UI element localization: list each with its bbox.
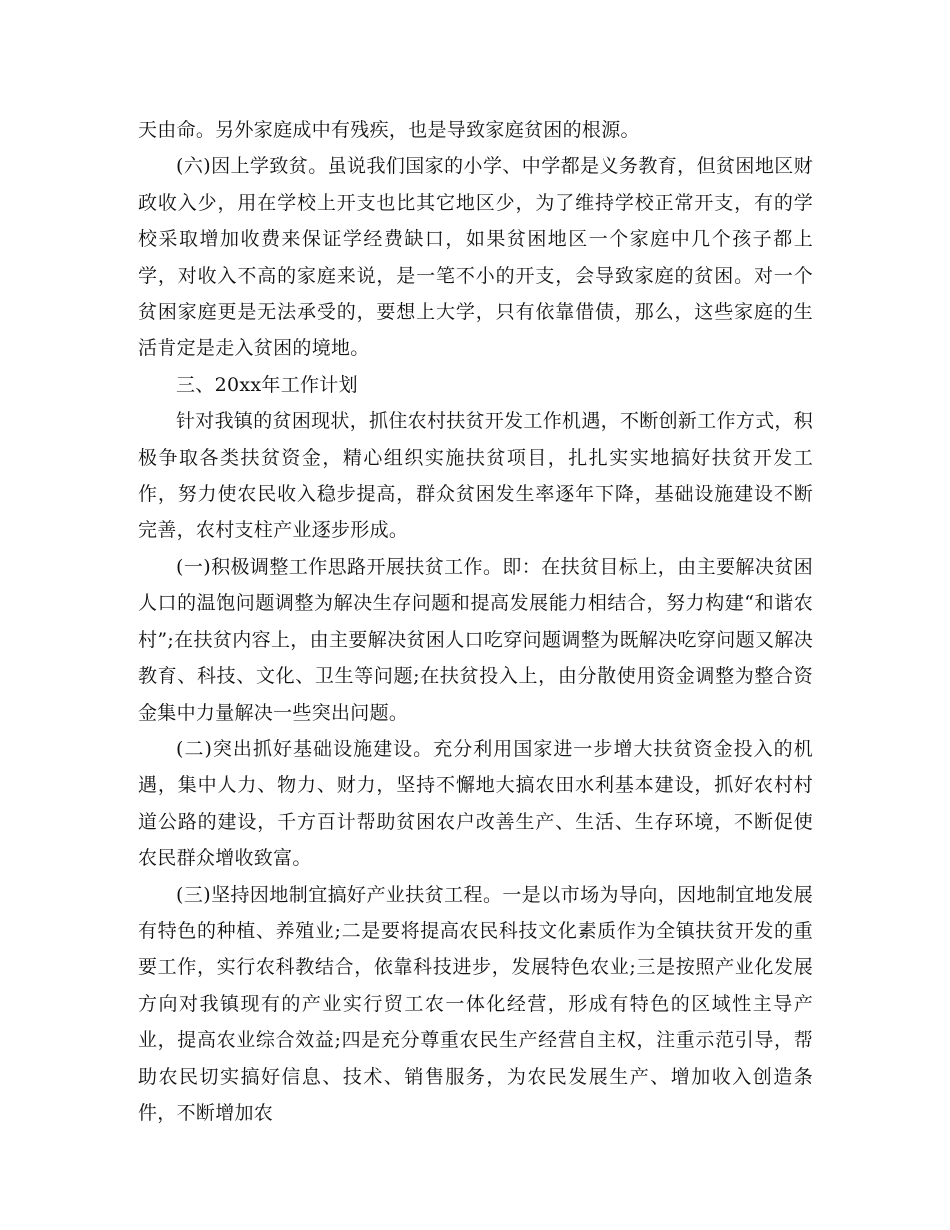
document-body (138, 112, 813, 1131)
paragraph-continuation: 天由命。另外家庭成中有残疾，也是导致家庭贫困的根源。 (138, 119, 640, 141)
section-heading-work-plan: 三、20xx年工作计划 (176, 373, 358, 396)
paragraph-section-six: (六)因上学致贫。虽说我们国家的小学、中学都是义务教育，但贫困地区财政收入少，用在学校上开支也比其它地区少，为了维持学校正常开支，有的学校采取增加收费来保证学经费缺口，如果贫困地区一个家庭中几个孩子都上学，对收入不高的家庭来说，是一笔不小的开支，会导致家庭的贫困。对一个贫困家庭更是无法承受的，要想上大学，只有依靠借债，那么，这些家庭的生活肯定是走入贫困的境地。 (138, 155, 813, 360)
paragraph-plan-intro: 针对我镇的贫困现状，抓住农村扶贫开发工作机遇，不断创新工作方式，积极争取各类扶贫资金，精心组织实施扶贫项目，扎扎实实地搞好扶贫开发工作，努力使农民收入稳步提高，群众贫困发生率逐年下降，基础设施建设不断完善，农村支柱产业逐步形成。 (138, 410, 813, 542)
paragraph-item-one: (一)积极调整工作思路开展扶贫工作。即：在扶贫目标上，由主要解决贫困人口的温饱问题调整为解决生存问题和提高发展能力相结合，努力构建“和谐农村”;在扶贫内容上，由主要解决贫困人口吃穿问题调整为既解决吃穿问题又解决教育、科技、文化、卫生等问题;在扶贫投入上，由分散使用资金调整为整合资金集中力量解决一些突出问题。 (138, 555, 813, 724)
paragraph-item-two: (二)突出抓好基础设施建设。充分利用国家进一步增大扶贫资金投入的机遇，集中人力、物力、财力，坚持不懈地大搞农田水利基本建设，抓好农村村道公路的建设，千方百计帮助贫困农户改善生产、生活、生存环境，不断促使农民群众增收致富。 (138, 737, 813, 870)
paragraph-item-three: (三)坚持因地制宜搞好产业扶贫工程。一是以市场为导向，因地制宜地发展有特色的种植、养殖业;二是要将提高农民科技文化素质作为全镇扶贫开发的重要工作，实行农科教结合，依靠科技进步，发展特色农业;三是按照产业化发展方向对我镇现有的产业实行贸工农一体化经营，形成有特色的区域性主导产业，提高农业综合效益;四是充分尊重农民生产经营自主权，注重示范引导，帮助农民切实搞好信息、技术、销售服务，为农民发展生产、增加收入创造条件，不断增加农 (138, 883, 813, 1124)
